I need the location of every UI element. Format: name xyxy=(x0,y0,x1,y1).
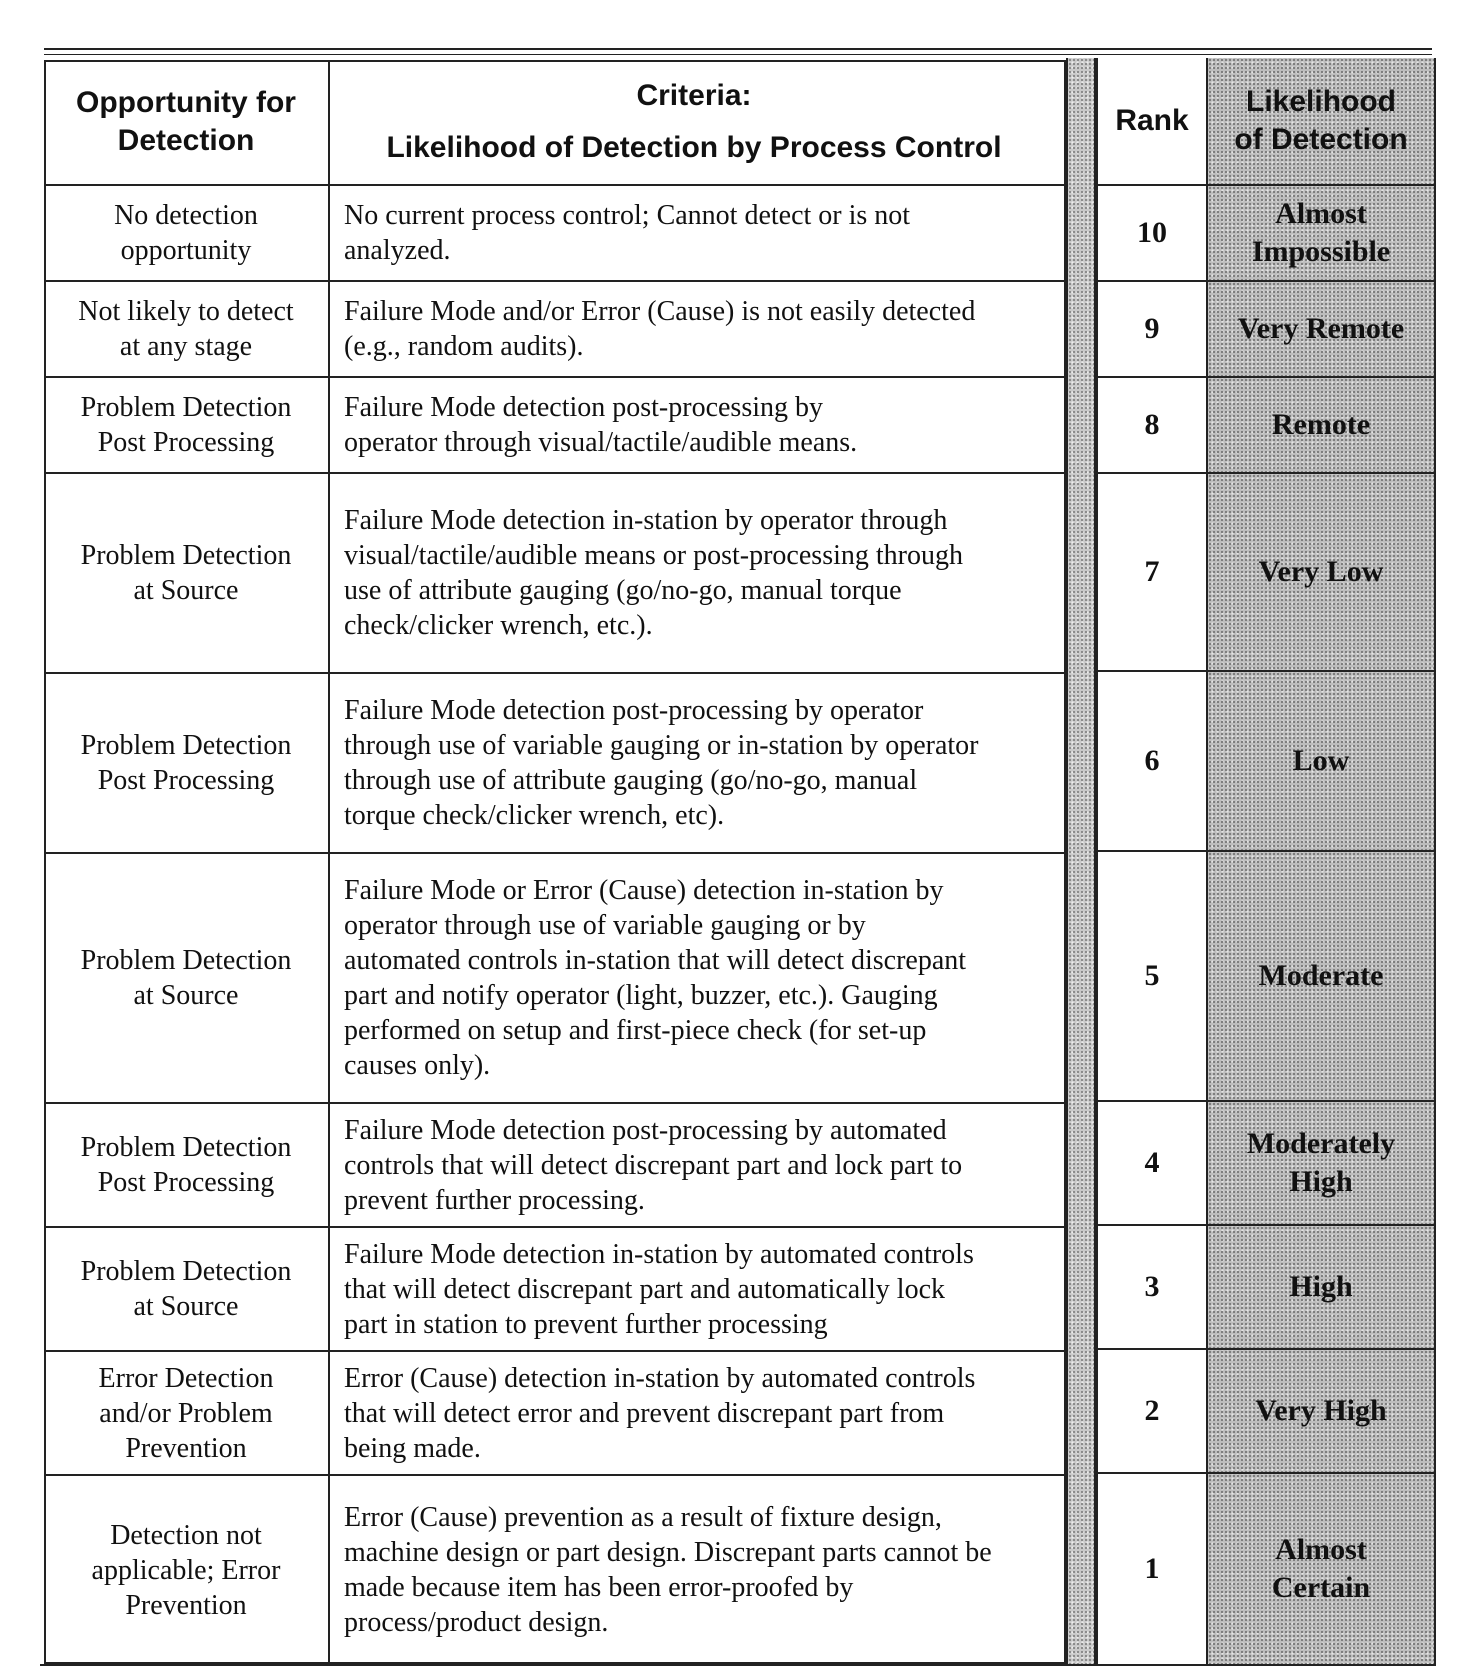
opportunity-line: No detection xyxy=(114,200,258,231)
table-row xyxy=(44,674,1066,854)
criteria-line: part and notify operator (light, buzzer, etc.). Gauging xyxy=(344,980,938,1011)
rank-value: 4 xyxy=(1144,1146,1160,1179)
rank-cell xyxy=(1098,1474,1206,1664)
opportunity-line: Problem Detection xyxy=(80,1132,292,1163)
header-likelihood xyxy=(1208,58,1434,186)
table-row xyxy=(44,1476,1066,1664)
opportunity-line: Detection not xyxy=(110,1519,262,1551)
opportunity-cell xyxy=(44,1228,330,1350)
criteria-line: controls that will detect discrepant part and lock part to xyxy=(344,1149,963,1181)
rank-value: 9 xyxy=(1144,312,1160,345)
likelihood-cell xyxy=(1208,282,1434,378)
rank-column xyxy=(1096,58,1208,1664)
criteria-cell xyxy=(330,854,1066,1102)
likelihood-line: Very Low xyxy=(1258,555,1384,588)
criteria-cell xyxy=(330,1476,1066,1664)
opportunity-cell xyxy=(44,1476,330,1664)
opportunity-line: Problem Detection xyxy=(80,1256,292,1287)
opportunity-line: Post Processing xyxy=(97,1167,275,1198)
opportunity-line: Prevention xyxy=(125,1432,247,1464)
opportunity-line: Prevention xyxy=(125,1589,247,1621)
likelihood-line: Very Remote xyxy=(1237,312,1405,345)
opportunity-line: applicable; Error xyxy=(91,1554,281,1586)
criteria-line: operator through use of variable gauging or by xyxy=(344,910,866,941)
likelihood-cell xyxy=(1208,672,1434,852)
table-row xyxy=(44,1352,1066,1476)
opportunity-line: Problem Detection xyxy=(80,730,292,761)
opportunity-line: at any stage xyxy=(119,331,253,362)
criteria-line: prevent further processing. xyxy=(344,1184,645,1216)
likelihood-line: Remote xyxy=(1271,408,1371,441)
likelihood-cell xyxy=(1208,378,1434,474)
rank-value: 3 xyxy=(1144,1270,1160,1303)
opportunity-cell xyxy=(44,282,330,376)
criteria-line: causes only). xyxy=(344,1050,491,1081)
criteria-cell xyxy=(330,186,1066,280)
criteria-line: Failure Mode and/or Error (Cause) is not easily detected xyxy=(344,296,976,327)
opportunity-cell xyxy=(44,378,330,472)
criteria-cell xyxy=(330,1228,1066,1350)
opportunity-line: Problem Detection xyxy=(80,945,292,976)
table-row xyxy=(44,474,1066,674)
criteria-cell xyxy=(330,1104,1066,1226)
criteria-line: that will detect discrepant part and automatically lock xyxy=(344,1273,946,1305)
likelihood-line: Low xyxy=(1292,744,1350,777)
criteria-cell xyxy=(330,282,1066,376)
header-rank xyxy=(1098,58,1206,186)
criteria-line: automated controls in-station that will detect discrepant xyxy=(344,945,967,976)
opportunity-line: Problem Detection xyxy=(80,392,292,423)
criteria-line: check/clicker wrench, etc.). xyxy=(344,610,653,641)
table-row xyxy=(44,1104,1066,1228)
rank-cell xyxy=(1098,474,1206,672)
likelihood-line: Impossible xyxy=(1251,235,1391,268)
header-criteria xyxy=(330,60,1066,184)
likelihood-line: Moderately xyxy=(1246,1127,1396,1160)
criteria-line: Failure Mode detection post-processing by operator xyxy=(344,695,924,726)
header-opportunity-line: Opportunity for xyxy=(76,86,296,119)
criteria-line: Failure Mode or Error (Cause) detection in-station by xyxy=(344,875,944,906)
likelihood-column xyxy=(1208,58,1436,1664)
likelihood-line: Almost xyxy=(1275,1533,1367,1566)
table-row xyxy=(44,282,1066,378)
likelihood-cell xyxy=(1208,1474,1434,1664)
likelihood-cell xyxy=(1208,852,1434,1102)
criteria-line: that will detect error and prevent discrepant part from xyxy=(344,1397,945,1429)
criteria-line: through use of variable gauging or in-station by operator xyxy=(344,730,979,761)
rank-cell xyxy=(1098,672,1206,852)
header-rank-label: Rank xyxy=(1115,104,1189,137)
table-row xyxy=(44,378,1066,474)
header-opportunity-line: Detection xyxy=(117,124,255,157)
top-rule xyxy=(44,48,1432,50)
header-row xyxy=(44,60,1066,186)
criteria-line: use of attribute gauging (go/no-go, manual torque xyxy=(344,575,902,606)
opportunity-cell xyxy=(44,674,330,852)
criteria-line: Error (Cause) prevention as a result of fixture design, xyxy=(344,1502,942,1533)
opportunity-line: at Source xyxy=(133,980,239,1011)
criteria-line: Error (Cause) detection in-station by automated controls xyxy=(344,1362,976,1394)
table-row xyxy=(44,1228,1066,1352)
likelihood-line: Certain xyxy=(1271,1571,1371,1604)
rank-value: 5 xyxy=(1144,959,1160,992)
rank-value: 1 xyxy=(1144,1552,1160,1585)
opportunity-cell xyxy=(44,1104,330,1226)
rank-cell xyxy=(1098,852,1206,1102)
criteria-table xyxy=(44,60,1066,1664)
criteria-line: (e.g., random audits). xyxy=(344,331,584,362)
likelihood-line: Very High xyxy=(1255,1394,1387,1427)
rank-cell xyxy=(1098,378,1206,474)
table-row xyxy=(44,186,1066,282)
rank-cell xyxy=(1098,1102,1206,1226)
rank-cell xyxy=(1098,1350,1206,1474)
opportunity-line: at Source xyxy=(133,1291,239,1322)
criteria-line: operator through visual/tactile/audible means. xyxy=(344,427,858,458)
opportunity-cell xyxy=(44,186,330,280)
header-likelihood-line: of Detection xyxy=(1234,123,1408,156)
header-criteria-line: Criteria: xyxy=(636,79,752,112)
criteria-line: analyzed. xyxy=(344,235,451,266)
rank-value: 7 xyxy=(1144,555,1160,588)
shaded-separator-column xyxy=(1066,58,1096,1664)
likelihood-line: High xyxy=(1289,1270,1353,1303)
likelihood-cell xyxy=(1208,1226,1434,1350)
rank-cell xyxy=(1098,282,1206,378)
likelihood-cell xyxy=(1208,186,1434,282)
criteria-line: Failure Mode detection post-processing by automated xyxy=(344,1114,947,1146)
criteria-line: part in station to prevent further processing xyxy=(344,1308,828,1340)
criteria-cell xyxy=(330,378,1066,472)
criteria-cell xyxy=(330,1352,1066,1474)
criteria-line: made because item has been error-proofed by xyxy=(344,1572,854,1603)
rank-value: 8 xyxy=(1144,408,1160,441)
criteria-line: being made. xyxy=(344,1432,481,1464)
opportunity-line: Problem Detection xyxy=(80,540,292,571)
rank-value: 10 xyxy=(1137,216,1167,249)
rank-value: 2 xyxy=(1144,1394,1160,1427)
opportunity-line: Not likely to detect xyxy=(78,296,294,327)
opportunity-line: Error Detection xyxy=(98,1362,274,1394)
criteria-line: process/product design. xyxy=(344,1607,609,1638)
top-rule-thin xyxy=(44,54,1432,55)
rank-value: 6 xyxy=(1144,744,1160,777)
criteria-line: machine design or part design. Discrepant parts cannot be xyxy=(344,1537,992,1568)
likelihood-line: High xyxy=(1289,1165,1353,1198)
rank-cell xyxy=(1098,1226,1206,1350)
criteria-cell xyxy=(330,474,1066,672)
criteria-line: Failure Mode detection post-processing by xyxy=(344,392,824,423)
criteria-line: Failure Mode detection in-station by operator through xyxy=(344,505,948,536)
opportunity-line: at Source xyxy=(133,575,239,606)
opportunity-cell xyxy=(44,854,330,1102)
rank-cell xyxy=(1098,186,1206,282)
opportunity-line: and/or Problem xyxy=(99,1397,273,1429)
likelihood-cell xyxy=(1208,1102,1434,1226)
table-row xyxy=(44,854,1066,1104)
likelihood-cell xyxy=(1208,474,1434,672)
header-criteria-line: Likelihood of Detection by Process Control xyxy=(386,131,1002,164)
opportunity-line: Post Processing xyxy=(97,427,275,458)
header-likelihood-line: Likelihood xyxy=(1246,85,1396,118)
header-opportunity xyxy=(44,60,330,184)
opportunity-cell xyxy=(44,474,330,672)
criteria-line: performed on setup and first-piece check (for set-up xyxy=(344,1015,927,1046)
bottom-rule xyxy=(40,1664,1436,1666)
opportunity-cell xyxy=(44,1352,330,1474)
criteria-cell xyxy=(330,674,1066,852)
criteria-line: through use of attribute gauging (go/no-go, manual xyxy=(344,765,918,796)
criteria-line: visual/tactile/audible means or post-processing through xyxy=(344,540,963,571)
likelihood-line: Almost xyxy=(1275,197,1367,230)
likelihood-line: Moderate xyxy=(1258,959,1384,992)
likelihood-cell xyxy=(1208,1350,1434,1474)
criteria-line: No current process control; Cannot detect or is not xyxy=(344,200,911,231)
criteria-line: Failure Mode detection in-station by automated controls xyxy=(344,1238,974,1270)
opportunity-line: opportunity xyxy=(120,235,252,266)
opportunity-line: Post Processing xyxy=(97,765,275,796)
criteria-line: torque check/clicker wrench, etc). xyxy=(344,800,725,831)
